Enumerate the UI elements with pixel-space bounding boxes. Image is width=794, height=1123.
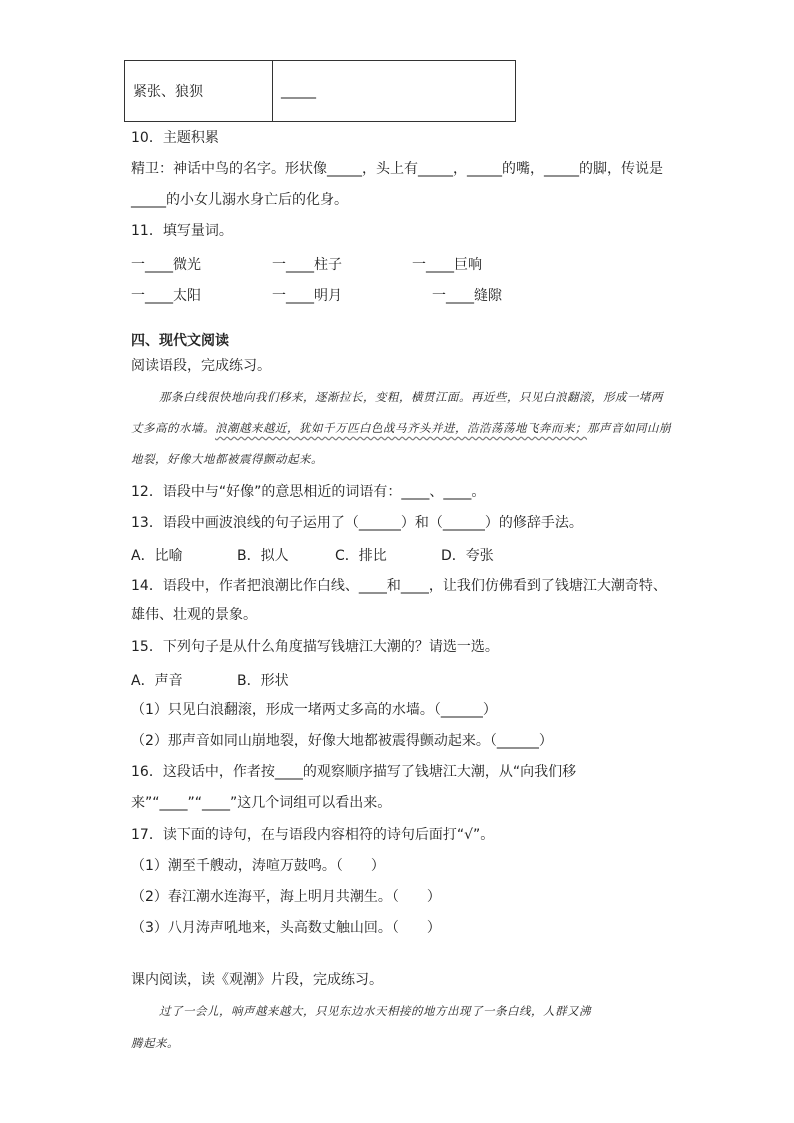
q11-item: 一____太阳 bbox=[131, 288, 201, 304]
reading2-passage-line2: 腾起来。 bbox=[131, 1036, 179, 1050]
q11-item: 一____微光 bbox=[131, 257, 201, 273]
answer-table bbox=[124, 60, 516, 122]
q11-title: 11．填写量词。 bbox=[131, 223, 233, 239]
q13-option: D．夸张 bbox=[441, 548, 494, 564]
reading2-instruction: 课内阅读，读《观潮》片段，完成练习。 bbox=[131, 972, 383, 988]
q16-line2: 来”“____”“____”这几个词组可以看出来。 bbox=[131, 795, 392, 811]
q13-option: B．拟人 bbox=[237, 548, 289, 564]
q14-line1: 14．语段中，作者把浪潮比作白线、____和____，让我们仿佛看到了钱塘江大潮奇特、 bbox=[131, 578, 667, 594]
q13-text: 13．语段中画波浪线的句子运用了（______）和（______）的修辞手法。 bbox=[131, 515, 583, 531]
q10-line1: 精卫：神话中鸟的名字。形状像_____，头上有_____，_____的嘴，_____的脚，传说是 bbox=[131, 161, 663, 177]
section-heading: 四、现代文阅读 bbox=[131, 333, 229, 349]
q11-item: 一____缝隙 bbox=[432, 288, 502, 304]
reading-passage bbox=[131, 382, 671, 475]
q17-text: 17．读下面的诗句，在与语段内容相符的诗句后面打“√”。 bbox=[131, 827, 495, 843]
q14-line2: 雄伟、壮观的景象。 bbox=[131, 607, 257, 623]
q13-option: C．排比 bbox=[335, 548, 387, 564]
reading-instruction: 阅读语段，完成练习。 bbox=[131, 358, 271, 374]
q12-text: 12．语段中与“好像”的意思相近的词语有：____、____。 bbox=[131, 484, 486, 500]
passage-wavy-sentence: 浪潮越来越近，犹如千万匹白色战马齐头并进，浩浩荡荡地飞奔而来； bbox=[215, 421, 587, 435]
q17-item: （3）八月涛声吼地来，头高数丈触山回。（ ） bbox=[131, 920, 441, 936]
q11-item: 一____明月 bbox=[272, 288, 342, 304]
q17-item: （1）潮至千艘动，涛喧万鼓鸣。（ ） bbox=[131, 858, 385, 874]
passage-text-end: 那声音如同山崩地裂，好像大地都被震得颤动起来。 bbox=[131, 421, 671, 466]
q15-option: A．声音 bbox=[131, 673, 183, 689]
q15-item: （2）那声音如同山崩地裂，好像大地都被震得颤动起来。（______） bbox=[131, 733, 553, 749]
q11-item: 一____柱子 bbox=[272, 257, 342, 273]
table-cell-blank: _____ bbox=[273, 61, 516, 122]
q16-line1: 16．这段话中，作者按____的观察顺序描写了钱塘江大潮，从“向我们移 bbox=[131, 764, 577, 780]
q15-item: （1）只见白浪翻滚，形成一堵两丈多高的水墙。（______） bbox=[131, 702, 497, 718]
q15-option: B．形状 bbox=[237, 673, 289, 689]
q10-line2: _____的小女儿溺水身亡后的化身。 bbox=[131, 192, 348, 208]
table-cell-word: 紧张、狼狈 bbox=[125, 61, 273, 122]
q13-option: A．比喻 bbox=[131, 548, 183, 564]
reading2-passage-line1: 过了一会儿，响声越来越大，只见东边水天相接的地方出现了一条白线，人群又沸 bbox=[159, 1004, 591, 1018]
q10-title: 10．主题积累 bbox=[131, 130, 219, 146]
table-row bbox=[125, 61, 516, 122]
q17-item: （2）春江潮水连海平，海上明月共潮生。（ ） bbox=[131, 889, 441, 905]
passage-text: 那条白线很快地向我们移来，逐渐拉长，变粗，横贯江面。再近些，只见白浪翻滚，形成一堵两丈多高的水墙。 bbox=[131, 390, 663, 435]
q15-text: 15．下列句子是从什么角度描写钱塘江大潮的？请选一选。 bbox=[131, 639, 499, 655]
q11-item: 一____巨响 bbox=[412, 257, 482, 273]
